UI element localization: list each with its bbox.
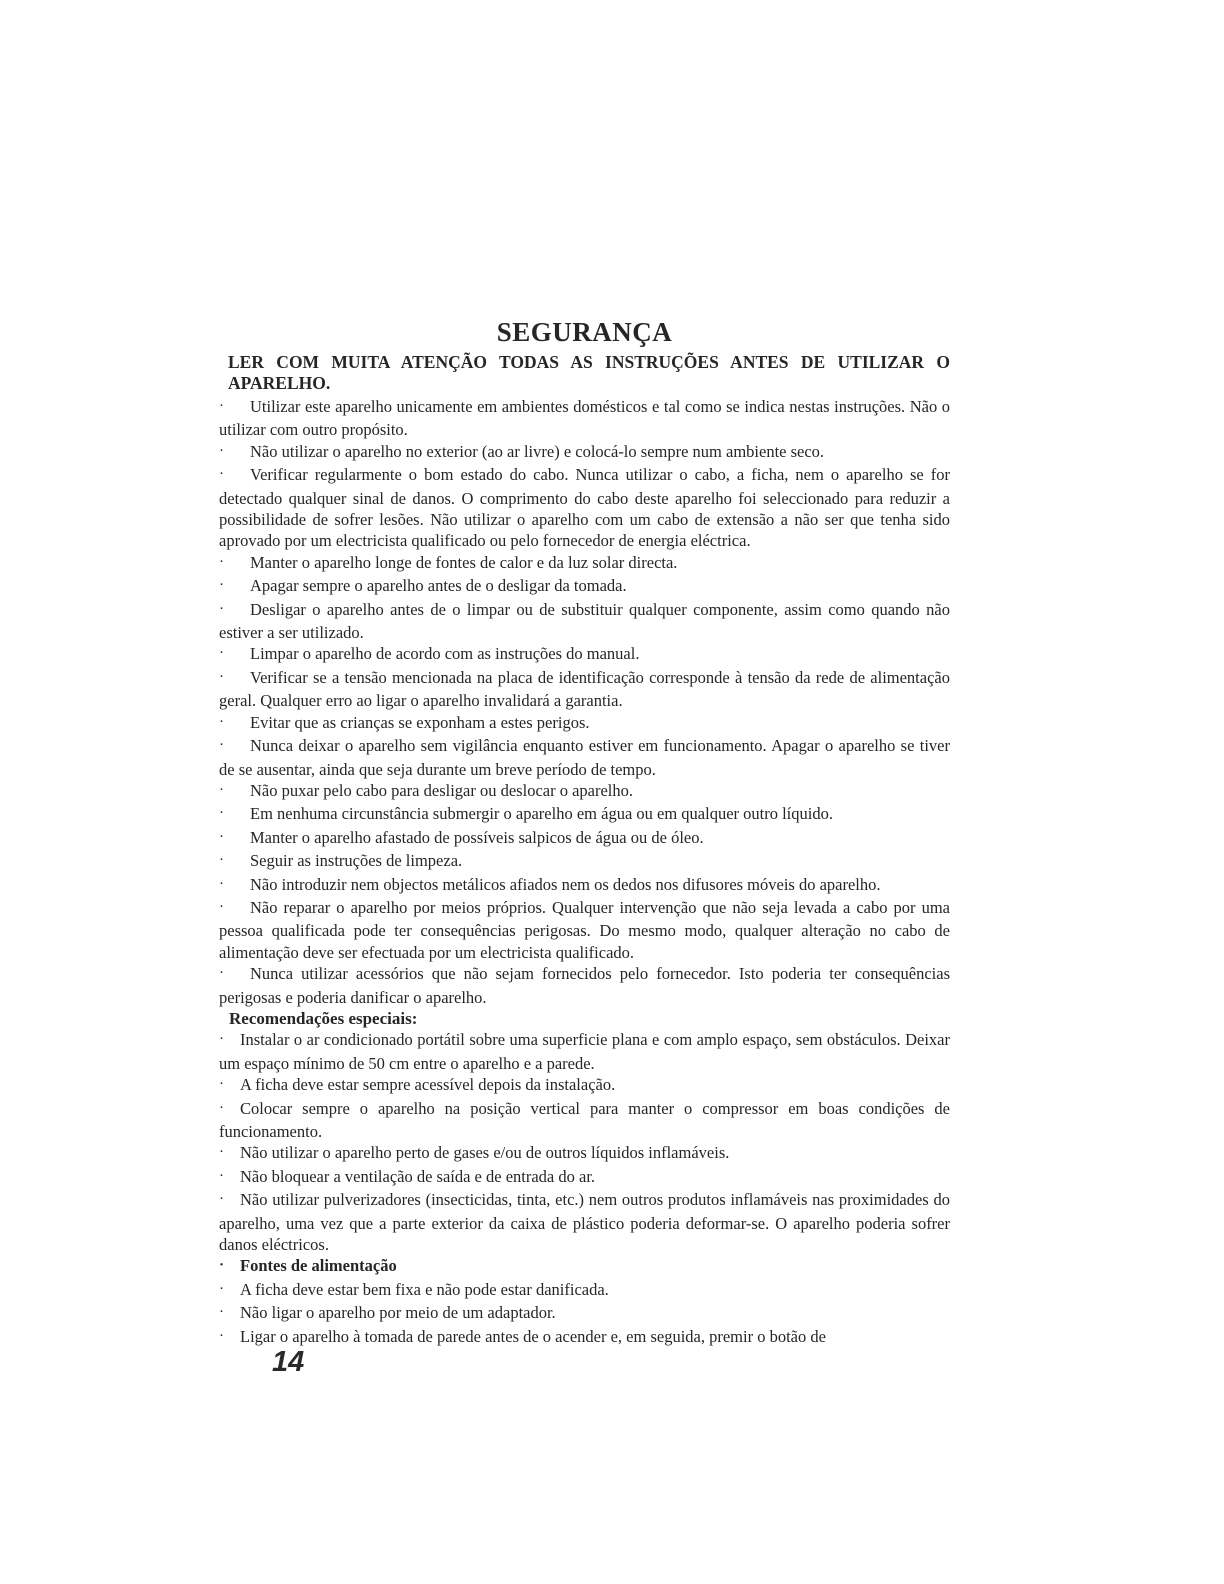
item-text: Ligar o aparelho à tomada de parede antes de o acender e, em seguida, premir o botão de (240, 1326, 826, 1346)
item-text: Desligar o aparelho antes de o limpar ou de substituir qualquer componente, assim como quando não estiver a ser utilizado. (219, 599, 950, 643)
list-item (219, 803, 950, 826)
page-title: SEGURANÇA (496, 317, 673, 347)
list-item (219, 1279, 950, 1302)
bullet-icon: · (219, 668, 224, 685)
item-text: Não utilizar pulverizadores (insecticidas, tinta, etc.) nem outros produtos inflamáveis nas proximidades do aparelho, uma vez que a parte exterior da caixa de plástico poderia deformar-se. O aparelho poderia sofrer danos eléctricos. (219, 1190, 950, 1255)
bullet-icon: · (219, 1099, 224, 1116)
list-item (219, 1166, 950, 1189)
list-item (219, 1302, 950, 1325)
list-item (219, 827, 950, 850)
item-text: Seguir as instruções de limpeza. (250, 851, 463, 871)
list-item (219, 874, 950, 897)
bullet-icon: · (219, 577, 224, 594)
bullet-icon: · (219, 553, 224, 570)
bullet-icon: · (219, 645, 224, 662)
warning-heading: LER COM MUITA ATENÇÃO TODAS AS INSTRUÇÕES ANTES DE UTILIZAR O APARELHO. (228, 352, 950, 393)
bullet-icon: · (219, 600, 224, 617)
list-item (219, 963, 950, 1008)
item-text: Limpar o aparelho de acordo com as instruções do manual. (250, 644, 640, 664)
item-text: Verificar se a tensão mencionada na placa de identificação corresponde à tensão da rede de alimentação geral. Qualquer erro ao ligar o aparelho invalidará a garantia. (219, 667, 950, 711)
item-text: Não bloquear a ventilação de saída e de entrada do ar. (240, 1166, 596, 1186)
bullet-icon: · (219, 828, 224, 845)
list-item (219, 850, 950, 873)
item-text: Em nenhuma circunstância submergir o aparelho em água ou em qualquer outro líquido. (250, 804, 833, 824)
item-text: Manter o aparelho afastado de possíveis salpicos de água ou de óleo. (250, 827, 704, 847)
item-text: Não ligar o aparelho por meio de um adaptador. (240, 1303, 556, 1323)
bullet-icon: · (219, 1031, 224, 1048)
list-item (219, 599, 950, 644)
item-text: Não reparar o aparelho por meios próprios. Qualquer intervenção que não seja levada a cabo por uma pessoa qualificada pode ter consequências perigosas. Do mesmo modo, qualquer alteração no cabo de alimentação deve ser efectuada por um electricista qualificado. (219, 897, 950, 962)
item-text: Nunca utilizar acessórios que não sejam fornecidos pelo fornecedor. Isto poderia ter consequências perigosas e poderia danificar o aparelho. (219, 964, 950, 1007)
list-item (219, 643, 950, 666)
bullet-icon: · (219, 1144, 224, 1161)
list-item (219, 1074, 950, 1097)
item-text: Apagar sempre o aparelho antes de o desligar da tomada. (250, 576, 627, 596)
list-item (219, 1326, 950, 1349)
item-text: Colocar sempre o aparelho na posição vertical para manter o compressor em boas condições de funcionamento. (219, 1098, 950, 1141)
bullet-icon: · (219, 466, 224, 483)
item-text: Nunca deixar o aparelho sem vigilância enquanto estiver em funcionamento. Apagar o aparelho se tiver de se ausentar, ainda que seja durante um breve período de tempo. (219, 736, 950, 779)
bullet-icon: · (219, 852, 224, 869)
power-sources-heading (219, 1255, 950, 1278)
item-text: Não puxar pelo cabo para desligar ou deslocar o aparelho. (250, 780, 634, 800)
bullet-icon: · (219, 398, 224, 414)
item-text: Utilizar este aparelho unicamente em ambientes domésticos e tal como se indica nestas instruções. Não o utilizar com outro propósito. (219, 397, 950, 440)
item-text: Instalar o ar condicionado portátil sobre uma superficie plana e com amplo espaço, sem obstáculos. Deixar um espaço mínimo de 50 cm entre o aparelho e a parede. (219, 1030, 950, 1073)
bullet-icon: · (219, 713, 224, 730)
item-text: Não utilizar o aparelho no exterior (ao ar livre) e colocá-lo sempre num ambiente seco. (250, 441, 825, 461)
list-item (219, 441, 950, 464)
document-content (219, 318, 950, 1349)
bullet-icon: · (219, 965, 224, 982)
item-text: Verificar regularmente o bom estado do cabo. Nunca utilizar o cabo, a ficha, nem o aparelho se for detectado qualquer sinal de danos. O comprimento do cabo deste aparelho foi seleccionado para reduzir a possibilidade de sofrer lesões. Não utilizar o aparelho com um cabo de extensão a não ser que tenha sido aprovado por um electricista qualificado ou pelo fornecedor de energia eléctrica. (219, 465, 950, 551)
list-item (219, 552, 950, 575)
item-text: A ficha deve estar bem fixa e não pode estar danificada. (240, 1279, 609, 1299)
bullet-icon: · (219, 1257, 225, 1274)
page-number: 14 (272, 1346, 305, 1378)
list-item (219, 1098, 950, 1143)
list-item (219, 1142, 950, 1165)
list-item (219, 897, 950, 963)
bullet-icon: · (219, 1327, 224, 1344)
bullet-icon: · (219, 1076, 224, 1093)
bullet-icon: · (219, 737, 224, 754)
bullet-icon: · (219, 875, 224, 892)
item-text: A ficha deve estar sempre acessível depois da instalação. (240, 1075, 616, 1095)
item-text: Evitar que as crianças se exponham a estes perigos. (250, 712, 590, 732)
bullet-icon: · (219, 442, 224, 459)
list-item (219, 1189, 950, 1255)
list-item (219, 464, 950, 552)
special-recommendations-heading: Recomendações especiais: (229, 1008, 418, 1028)
list-item (219, 780, 950, 803)
list-item (219, 712, 950, 735)
item-text: Fontes de alimentação (240, 1256, 397, 1276)
list-item (219, 667, 950, 712)
bullet-icon: · (219, 1304, 224, 1321)
bullet-icon: · (219, 805, 224, 822)
bullet-icon: · (219, 781, 224, 798)
item-text: Não introduzir nem objectos metálicos afiados nem os dedos nos difusores móveis do aparelho. (250, 874, 881, 894)
list-item (219, 575, 950, 598)
list-item (219, 1029, 950, 1074)
bullet-icon: · (219, 1191, 224, 1208)
list-item (219, 396, 950, 441)
item-text: Manter o aparelho longe de fontes de calor e da luz solar directa. (250, 552, 678, 572)
bullet-icon: · (219, 1167, 224, 1184)
bullet-icon: · (219, 1280, 224, 1297)
list-item (219, 735, 950, 780)
item-text: Não utilizar o aparelho perto de gases e/ou de outros líquidos inflamáveis. (240, 1143, 730, 1163)
bullet-icon: · (219, 898, 224, 915)
